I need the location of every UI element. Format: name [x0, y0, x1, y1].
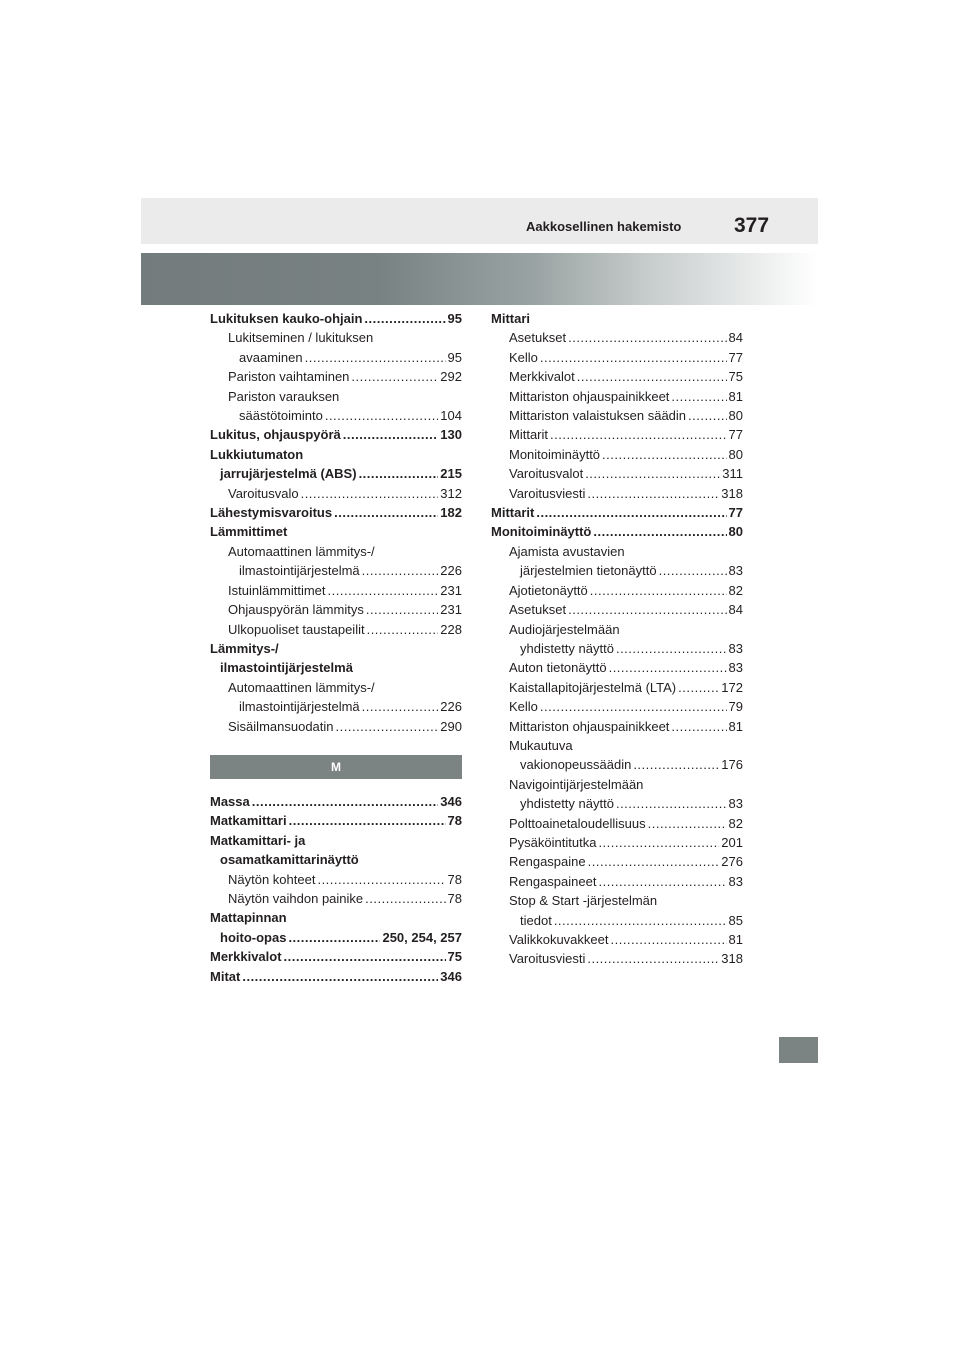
index-entry-text: säästötoiminto: [239, 408, 323, 424]
index-heading-line: Lämmitys-/: [210, 640, 279, 656]
index-entry: [491, 678, 743, 697]
index-entry: [491, 387, 743, 406]
index-entry-page: 77: [728, 427, 743, 443]
index-entry-text: Pysäköintitutka: [509, 834, 597, 850]
dot-leader: [577, 367, 727, 386]
index-entry-page: 80: [728, 524, 743, 540]
index-entry-page: 83: [728, 796, 743, 812]
dot-leader: [688, 406, 727, 425]
index-entry-text: Asetukset: [509, 330, 567, 346]
index-entry-text: Pariston vaihtaminen: [228, 369, 350, 385]
index-entry: [210, 928, 462, 947]
index-entry: [210, 792, 462, 811]
index-entry-page: 81: [728, 718, 743, 734]
index-entry-text: Mittarit: [491, 505, 535, 521]
index-entry-page: 95: [447, 311, 462, 326]
index-entry: [491, 833, 743, 852]
dot-leader: [362, 561, 439, 580]
index-entry-page: 78: [447, 890, 462, 906]
index-entry-text: Rengaspaineet: [509, 873, 597, 889]
index-entry: [491, 911, 743, 930]
index-entry: [491, 872, 743, 891]
index-entry: [491, 658, 743, 677]
index-entry-page: 312: [440, 485, 462, 501]
dot-leader: [648, 814, 727, 833]
index-entry-text: Ajotietonäyttö: [509, 582, 588, 598]
index-entry: [491, 406, 743, 425]
index-group-l: [210, 309, 462, 736]
dot-leader: [540, 697, 727, 716]
index-entry-page: 182: [440, 505, 462, 521]
index-entry-page: 231: [440, 602, 462, 618]
index-entry-text: Näytön kohteet: [228, 871, 316, 887]
index-entry-page: 78: [447, 813, 462, 829]
dot-leader: [602, 445, 726, 464]
dot-leader: [536, 503, 726, 522]
index-entry-page: 226: [440, 563, 462, 579]
page-number: 377: [734, 214, 770, 237]
dot-leader: [610, 930, 726, 949]
dot-leader: [568, 328, 726, 347]
index-entry-text: Varoitusviesti: [509, 951, 586, 967]
index-entry-page: 226: [440, 699, 462, 715]
dot-leader: [554, 911, 727, 930]
index-entry-page: 81: [728, 388, 743, 404]
dot-leader: [242, 967, 438, 986]
index-entry: [491, 348, 743, 367]
dot-leader: [301, 484, 439, 503]
index-entry: [210, 967, 462, 986]
index-column-right: [491, 309, 743, 969]
index-entry-text: Varoitusviesti: [509, 485, 586, 501]
index-entry-page: 201: [721, 834, 743, 850]
dot-leader: [289, 811, 446, 830]
index-entry: [491, 794, 743, 813]
index-entry-page: 82: [728, 815, 743, 831]
index-entry-page: 84: [728, 602, 743, 618]
index-entry-page: 85: [728, 912, 743, 928]
index-entry-text: ilmastointijärjestelmä: [239, 699, 360, 715]
index-entry-page: 81: [728, 932, 743, 947]
index-entry-page: 176: [721, 757, 743, 773]
index-entry: [210, 717, 462, 736]
index-entry: [491, 503, 743, 522]
index-entry-page: 83: [728, 873, 743, 889]
index-entry-page: 250, 254, 257: [382, 929, 462, 945]
dot-leader: [585, 464, 720, 483]
index-heading-line: Mittari: [491, 311, 530, 326]
index-entry: [210, 484, 462, 503]
dot-leader: [616, 639, 727, 658]
dot-leader: [252, 792, 439, 811]
index-entry-text: Monitoiminäyttö: [509, 446, 601, 462]
dot-leader: [671, 387, 726, 406]
index-entry: [491, 949, 743, 968]
index-entry: [210, 811, 462, 830]
index-entry-page: 78: [447, 871, 462, 887]
index-entry: [210, 581, 462, 600]
index-heading-line: Pariston varauksen: [228, 388, 340, 404]
index-entry: [491, 600, 743, 619]
index-entry-page: 80: [728, 446, 743, 462]
index-group-m: [210, 792, 462, 986]
index-entry-page: 318: [721, 951, 743, 967]
dot-leader: [616, 794, 727, 813]
index-entry-page: 82: [728, 582, 743, 598]
dot-leader: [367, 620, 439, 639]
index-heading-line: Audiojärjestelmään: [509, 621, 620, 637]
index-entry-text: Varoitusvalot: [509, 466, 584, 482]
index-entry: [210, 889, 462, 908]
decorative-gradient-band: [141, 253, 818, 305]
dot-leader: [343, 425, 439, 444]
index-entry: [210, 503, 462, 522]
index-entry-text: Mitat: [210, 968, 241, 984]
index-entry-text: Lukituksen kauko-ohjain: [210, 311, 363, 326]
index-entry: [491, 484, 743, 503]
index-entry: [491, 639, 743, 658]
index-heading-line: Navigointijärjestelmään: [509, 776, 644, 792]
dot-leader: [359, 464, 439, 483]
index-entry-page: 311: [722, 466, 743, 482]
index-entry: [491, 697, 743, 716]
index-entry: [491, 581, 743, 600]
index-entry-page: 79: [728, 699, 743, 715]
index-entry: [210, 620, 462, 639]
index-entry-page: 346: [440, 968, 462, 984]
index-entry-page: 276: [721, 854, 743, 870]
index-entry-page: 318: [721, 485, 743, 501]
index-entry-page: 215: [440, 466, 462, 482]
index-entry-page: 77: [728, 349, 743, 365]
dot-leader: [587, 484, 719, 503]
index-entry-page: 290: [440, 718, 462, 734]
index-entry: [210, 870, 462, 889]
index-entry: [491, 464, 743, 483]
index-entry: [491, 930, 743, 949]
index-entry-page: 75: [728, 369, 743, 385]
index-entry-text: Lukitus, ohjauspyörä: [210, 427, 341, 443]
dot-leader: [540, 348, 727, 367]
index-entry: [210, 348, 462, 367]
dot-leader: [364, 309, 445, 328]
dot-leader: [305, 348, 446, 367]
index-entry: [210, 309, 462, 328]
index-entry-text: Mittariston valaistuksen säädin: [509, 408, 687, 424]
index-entry-text: hoito-opas: [220, 929, 287, 945]
index-entry-text: Istuinlämmittimet: [228, 582, 326, 598]
dot-leader: [671, 717, 726, 736]
dot-leader: [598, 833, 719, 852]
index-entry-text: Ulkopuoliset taustapeilit: [228, 621, 365, 637]
index-entry: [491, 755, 743, 774]
dot-leader: [659, 561, 727, 580]
dot-leader: [678, 678, 719, 697]
index-entry-page: 83: [728, 563, 743, 579]
index-entry-text: Asetukset: [509, 602, 567, 618]
dot-leader: [351, 367, 438, 386]
index-heading-line: Lukkiutumaton: [210, 446, 304, 462]
dot-leader: [336, 717, 439, 736]
index-heading-line: Stop & Start -järjestelmän: [509, 893, 658, 909]
index-entry-text: Matkamittari: [210, 813, 287, 829]
index-entry: [210, 406, 462, 425]
index-entry-text: Merkkivalot: [509, 369, 575, 385]
index-entry-page: 104: [440, 408, 462, 424]
index-heading-line: Lämmittimet: [210, 524, 288, 540]
index-entry-text: avaaminen: [239, 349, 303, 365]
index-entry-text: Rengaspaine: [509, 854, 586, 870]
index-entry-text: Polttoainetaloudellisuus: [509, 815, 646, 831]
index-heading-line: ilmastointijärjestelmä: [220, 660, 353, 676]
index-entry-text: yhdistetty näyttö: [520, 640, 614, 656]
index-entry: [210, 947, 462, 966]
index-heading-line: Automaattinen lämmitys-/: [228, 543, 375, 559]
index-entry-page: 231: [440, 582, 462, 598]
index-entry: [210, 464, 462, 483]
index-heading-line: Matkamittari- ja: [210, 832, 306, 848]
index-entry-page: 80: [728, 408, 743, 424]
index-heading-line: Ajamista avustavien: [509, 543, 625, 559]
index-entry-page: 84: [728, 330, 743, 346]
dot-leader: [328, 581, 439, 600]
dot-leader: [588, 852, 720, 871]
index-entry: [210, 600, 462, 619]
index-entry-text: Mittariston ohjauspainikkeet: [509, 718, 670, 734]
index-entry-text: yhdistetty näyttö: [520, 796, 614, 812]
index-entry-page: 95: [447, 349, 462, 365]
index-entry-text: Auton tietonäyttö: [509, 660, 607, 676]
dot-leader: [288, 928, 380, 947]
index-entry: [491, 367, 743, 386]
index-entry-text: tiedot: [520, 912, 552, 928]
index-heading-line: Mukautuva: [509, 737, 573, 753]
index-entry-page: 172: [721, 679, 743, 695]
dot-leader: [590, 581, 727, 600]
index-entry-text: ilmastointijärjestelmä: [239, 563, 360, 579]
index-entry-page: 83: [728, 640, 743, 656]
dot-leader: [284, 947, 446, 966]
section-letter: M: [331, 759, 341, 774]
index-entry: [491, 328, 743, 347]
index-entry-text: Mittariston ohjauspainikkeet: [509, 388, 670, 404]
index-entry-text: Ohjauspyörän lämmitys: [228, 602, 364, 618]
dot-leader: [334, 503, 438, 522]
index-entry-text: Kello: [509, 699, 538, 715]
index-entry: [491, 717, 743, 736]
index-group-right: [491, 309, 743, 969]
index-entry-text: Monitoiminäyttö: [491, 524, 592, 540]
index-entry-text: Valikkokuvakkeet: [509, 932, 609, 947]
dot-leader: [365, 889, 445, 908]
index-heading-line: Mattapinnan: [210, 910, 287, 926]
dot-leader: [587, 949, 719, 968]
index-entry-text: Mittarit: [509, 427, 548, 443]
index-entry: [210, 367, 462, 386]
dot-leader: [317, 870, 445, 889]
dot-leader: [550, 425, 727, 444]
index-entry: [210, 425, 462, 444]
index-entry-page: 75: [447, 949, 462, 965]
section-letter-band: [210, 755, 462, 779]
index-entry-page: 83: [728, 660, 743, 676]
index-entry-page: 292: [440, 369, 462, 385]
dot-leader: [609, 658, 727, 677]
index-entry-text: Näytön vaihdon painike: [228, 890, 364, 906]
index-entry: [210, 561, 462, 580]
index-entry-page: 346: [440, 793, 462, 809]
index-entry-text: Kaistallapitojärjestelmä (LTA): [509, 679, 677, 695]
index-heading-line: Lukitseminen / lukituksen: [228, 330, 374, 346]
index-entry-text: Sisäilmansuodatin: [228, 718, 334, 734]
index-entry-text: Lähestymisvaroitus: [210, 505, 333, 521]
index-entry-page: 77: [728, 505, 743, 521]
index-entry: [210, 697, 462, 716]
index-entry-text: Kello: [509, 349, 538, 365]
index-entry: [491, 852, 743, 871]
dot-leader: [568, 600, 726, 619]
index-entry-text: vakionopeussäädin: [520, 757, 632, 773]
index-entry-page: 228: [440, 621, 462, 637]
index-entry-text: Merkkivalot: [210, 949, 282, 965]
index-heading-line: osamatkamittarinäyttö: [220, 852, 359, 868]
index-column-left: [210, 309, 462, 986]
index-entry-text: Varoitusvalo: [228, 485, 299, 501]
index-entry: [491, 425, 743, 444]
index-heading-line: Automaattinen lämmitys-/: [228, 679, 375, 695]
dot-leader: [633, 755, 719, 774]
index-entry-text: Massa: [210, 793, 250, 809]
index-entry-text: jarrujärjestelmä (ABS): [220, 466, 357, 482]
index-entry: [491, 445, 743, 464]
chapter-tab-marker: [779, 1037, 818, 1063]
dot-leader: [593, 522, 726, 541]
index-entry: [491, 814, 743, 833]
dot-leader: [366, 600, 438, 619]
header-title: Aakkosellinen hakemisto: [526, 219, 682, 234]
index-entry: [491, 561, 743, 580]
dot-leader: [598, 872, 726, 891]
header-band: [141, 198, 818, 244]
index-entry-text: järjestelmien tietonäyttö: [520, 563, 657, 579]
dot-leader: [362, 697, 439, 716]
dot-leader: [325, 406, 438, 425]
index-entry-page: 130: [440, 427, 462, 443]
index-entry: [491, 522, 743, 541]
